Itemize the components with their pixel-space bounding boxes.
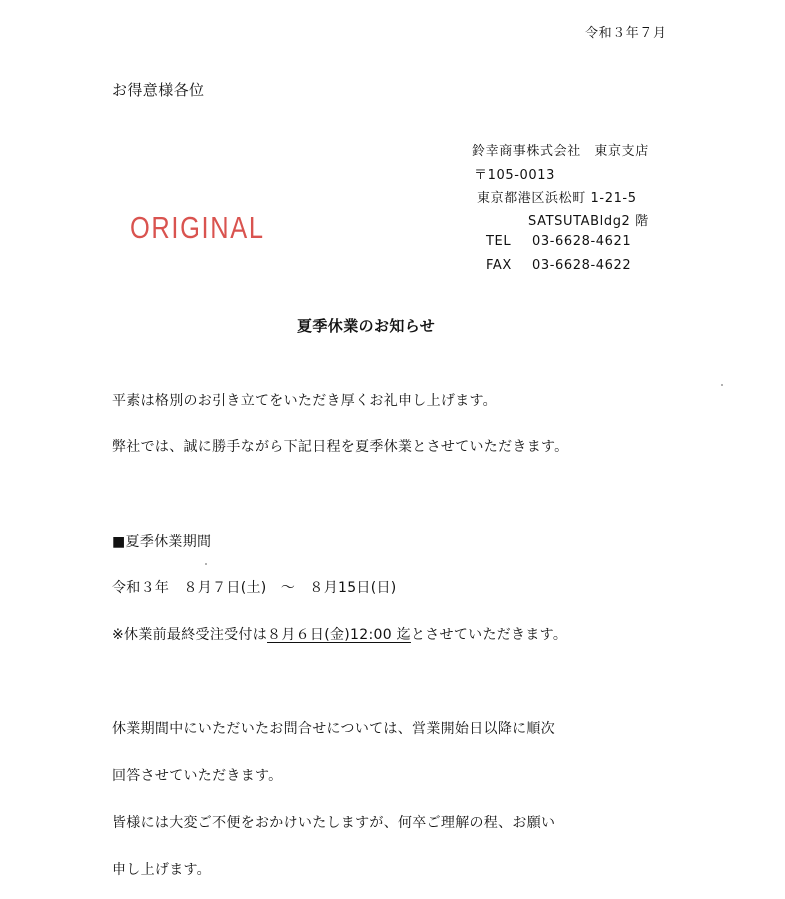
body-line-1: 平素は格別のお引き立てをいただき厚くお礼申し上げます。 — [112, 393, 497, 409]
recipient: お得意様各位 — [112, 81, 205, 99]
note-deadline: ８月６日(金)12:00 迄 — [267, 627, 411, 643]
closing-line-1: 休業期間中にいただいたお問合せについては、営業開始日以降に順次 — [112, 721, 556, 737]
period-heading: ■夏季休業期間 — [112, 534, 212, 550]
note-prefix: ※休業前最終受注受付は — [112, 627, 268, 643]
scan-speck — [721, 384, 723, 386]
last-order-note — [112, 624, 567, 644]
sender-fax — [486, 258, 631, 273]
sender-tel — [486, 234, 631, 249]
closing-line-2: 回答させていただきます。 — [112, 768, 283, 784]
notice-title: 夏季休業のお知らせ — [297, 317, 436, 335]
closing-line-3: 皆様には大変ご不便をおかけいたしますが、何卒ご理解の程、お願い — [112, 815, 556, 831]
sender-company: 鈴幸商事株式会社 東京支店 — [472, 144, 649, 159]
sender-postal: 〒105-0013 — [474, 168, 555, 183]
tel-number: 03-6628-4621 — [532, 234, 632, 249]
scan-speck — [205, 563, 207, 565]
sender-address: 東京都港区浜松町 1-21-5 — [477, 191, 637, 206]
original-stamp: ORIGINAL — [130, 210, 265, 245]
closing-line-4: 申し上げます。 — [112, 862, 211, 878]
sender-building: SATSUTABldg2 階 — [528, 214, 649, 229]
fax-number: 03-6628-4622 — [532, 258, 632, 273]
tel-label: TEL — [486, 234, 512, 249]
document-date: 令和３年７月 — [585, 26, 667, 41]
body-line-2: 弊社では、誠に勝手ながら下記日程を夏季休業とさせていただきます。 — [112, 439, 569, 455]
fax-label: FAX — [486, 258, 512, 273]
note-suffix: とさせていただきます。 — [410, 627, 568, 643]
period-dates: 令和３年 ８月７日(土) ～ ８月15日(日) — [112, 580, 397, 596]
